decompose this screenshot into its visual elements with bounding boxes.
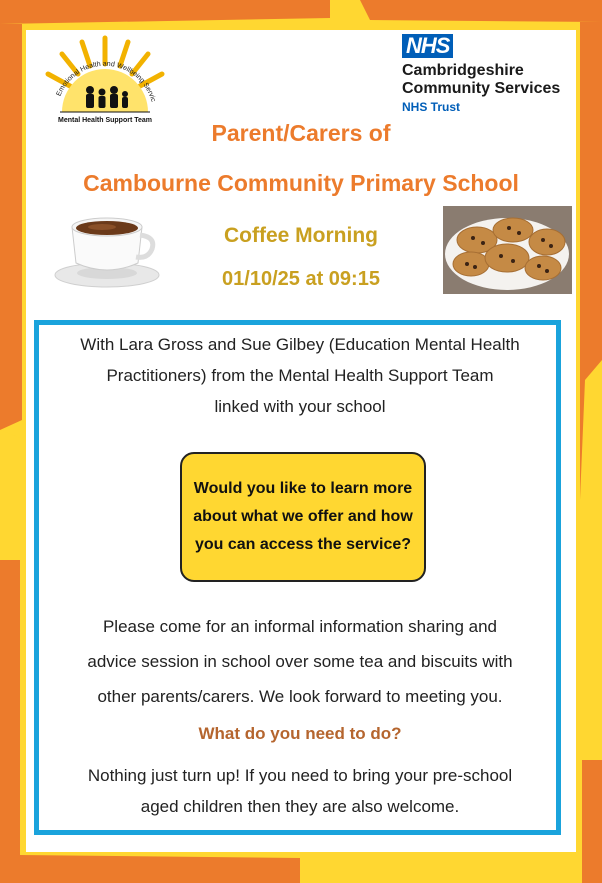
org-name-line1: Cambridgeshire — [402, 62, 524, 79]
question-heading: What do you need to do? — [198, 724, 402, 743]
cookies-image — [443, 206, 572, 294]
answer-paragraph — [40, 760, 560, 822]
intro-line: With Lara Gross and Sue Gilbey (Education Mental Health — [80, 335, 520, 354]
event-datetime: 01/10/25 at 09:15 — [222, 268, 380, 290]
answer-line: aged children then they are also welcome. — [140, 797, 460, 816]
title-line1: Parent/Carers of — [211, 120, 391, 146]
nhs-logo-block — [402, 34, 582, 118]
invite-line: advice session in school over some tea and biscuits with — [87, 652, 513, 671]
intro-line: Practitioners) from the Mental Health Support Team — [106, 366, 494, 385]
invite-line: other parents/carers. We look forward to meeting you. — [97, 687, 503, 706]
answer-line: Nothing just turn up! If you need to bring your pre-school — [87, 766, 513, 785]
nhs-badge: NHS — [402, 34, 453, 58]
nhs-trust-label: NHS Trust — [402, 100, 461, 114]
callout-box — [180, 452, 426, 582]
ehws-bottom-text: Mental Health Support Team — [58, 117, 152, 124]
org-name-line2: Community Services — [402, 80, 561, 97]
invite-line: Please come for an informal information sharing and — [102, 617, 498, 636]
invite-paragraph — [40, 609, 560, 714]
org-name — [402, 62, 582, 98]
intro-line: linked with your school — [214, 397, 386, 416]
title-line2: Cambourne Community Primary School — [83, 170, 519, 196]
ehws-arc-text: Emotional Health and Wellbeing Servic — [55, 60, 157, 103]
callout-text: Would you like to learn more about what we offer and how you can access the service? — [193, 480, 413, 553]
coffee-cup-image — [52, 205, 162, 290]
event-name: Coffee Morning — [224, 224, 378, 247]
ehws-logo — [40, 34, 170, 126]
intro-paragraph — [40, 329, 560, 422]
